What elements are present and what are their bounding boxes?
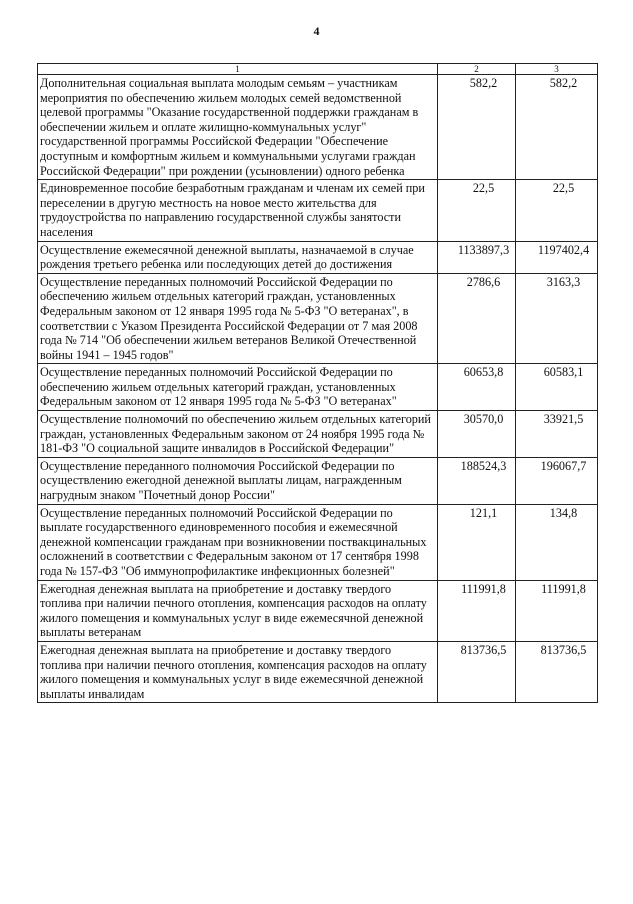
table-row <box>38 457 598 504</box>
row-value-col3-text: 582,2 <box>549 76 578 90</box>
row-value-col3-text: 134,8 <box>549 505 578 520</box>
row-value-col2 <box>438 504 516 580</box>
row-value-col2 <box>438 364 516 411</box>
row-value-col3-text: 196067,7 <box>540 458 587 473</box>
row-value-col2-text: 582,2 <box>469 76 498 90</box>
row-value-col2-text: 188524,3 <box>460 458 507 473</box>
row-value-col3-text: 111991,8 <box>541 581 586 596</box>
row-value-col2 <box>438 641 516 702</box>
row-value-col2-text: 1133897,3 <box>457 242 510 257</box>
row-value-col3-text: 813736,5 <box>540 642 587 657</box>
row-value-col3-text: 60583,1 <box>543 365 584 380</box>
table-row <box>38 241 598 273</box>
row-value-col3-text: 1197402,4 <box>537 242 590 257</box>
row-value-col2-text: 2786,6 <box>466 274 501 289</box>
row-value-col3-text: 22,5 <box>552 181 575 196</box>
row-value-col3 <box>516 641 598 702</box>
row-value-col3-text: 3163,3 <box>546 274 581 289</box>
table-row <box>38 641 598 702</box>
row-value-col3 <box>516 241 598 273</box>
row-value-col2-text: 30570,0 <box>463 412 504 427</box>
row-name: Осуществление переданных полномочий Российской Федерации по обеспечению жильем отдельных категорий граждан, установленных Федеральным законом от 12 января 1995 года № 5-ФЗ "О ветеранах", в соответствии с Указом Президента Российской Федерации от 7 мая 2008 года № 714 "Об обеспечении жильем ветеранов Великой Отечественной войны 1941 – 1945 годов" <box>38 273 438 364</box>
row-name: Осуществление полномочий по обеспечению жильем отдельных категорий граждан, установленных Федеральным законом от 24 ноября 1995 года № 181-ФЗ "О социальной защите инвалидов в Российской Федерации" <box>38 411 438 458</box>
row-name: Осуществление переданных полномочий Российской Федерации по выплате государственного единовременного пособия и ежемесячной денежной компенсации гражданам при возникновении поствакцинальных осложнений в соответствии с Федеральным законом от 17 сентября 1998 года № 157-ФЗ "Об иммунопрофилактике инфекционных болезней" <box>38 504 438 580</box>
row-value-col3 <box>516 504 598 580</box>
row-value-col2-text: 111991,8 <box>461 581 506 596</box>
row-value-col3 <box>516 75 598 180</box>
page-number: 4 <box>313 24 320 38</box>
row-value-col3 <box>516 180 598 241</box>
row-name: Осуществление переданных полномочий Российской Федерации по обеспечению жильем отдельных категорий граждан, установленных Федеральным законом от 12 января 1995 года № 5-ФЗ "О ветеранах" <box>38 364 438 411</box>
row-value-col3 <box>516 411 598 458</box>
budget-table <box>37 63 598 703</box>
row-value-col3 <box>516 273 598 364</box>
row-name: Осуществление переданного полномочия Российской Федерации по осуществлению ежегодной денежной выплаты лицам, награжденным нагрудным знаком "Почетный донор России" <box>38 457 438 504</box>
row-value-col2-text: 22,5 <box>472 181 495 196</box>
table-row <box>38 411 598 458</box>
table-row <box>38 273 598 364</box>
row-value-col2-text: 121,1 <box>469 505 498 520</box>
row-value-col2 <box>438 580 516 641</box>
table-row <box>38 180 598 241</box>
row-name: Ежегодная денежная выплата на приобретение и доставку твердого топлива при наличии печного отопления, компенсация расходов на оплату жилого помещения и коммунальных услуг в виде ежемесячной денежной выплаты ветеранам <box>38 580 438 641</box>
row-name: Дополнительная социальная выплата молодым семьям – участникам мероприятия по обеспечению жильем молодых семей ведомственной целевой программы "Оказание государственной поддержки гражданам в обеспечении жильем и оплате жилищно-коммунальных услуг" государственной программы Российской Федерации "Обеспечение доступным и комфортным жильем и коммунальными услугами граждан Российской Федерации" при рождении (усыновлении) одного ребенка <box>38 75 438 180</box>
column-header-3: 3 <box>516 64 598 75</box>
row-value-col3-text: 33921,5 <box>543 412 584 427</box>
row-value-col2 <box>438 273 516 364</box>
table-row <box>38 364 598 411</box>
table-row <box>38 580 598 641</box>
table-row <box>38 504 598 580</box>
row-value-col2 <box>438 241 516 273</box>
table-row <box>38 75 598 180</box>
column-header-1: 1 <box>38 64 438 75</box>
row-value-col3 <box>516 457 598 504</box>
row-value-col2 <box>438 75 516 180</box>
row-name: Осуществление ежемесячной денежной выплаты, назначаемой в случае рождения третьего ребенка или последующих детей до достижения <box>38 241 438 273</box>
column-header-2: 2 <box>438 64 516 75</box>
row-value-col2 <box>438 180 516 241</box>
row-name: Ежегодная денежная выплата на приобретение и доставку твердого топлива при наличии печного отопления, компенсация расходов на оплату жилого помещения и коммунальных услуг в виде ежемесячной денежной выплаты инвалидам <box>38 641 438 702</box>
row-name: Единовременное пособие безработным гражданам и членам их семей при переселении в другую местность на новое место жительства для трудоустройства по направлению государственной службы занятости населения <box>38 180 438 241</box>
row-value-col2 <box>438 457 516 504</box>
table-header-row <box>38 64 598 75</box>
row-value-col2-text: 813736,5 <box>460 642 507 657</box>
row-value-col2 <box>438 411 516 458</box>
row-value-col3 <box>516 580 598 641</box>
row-value-col2-text: 60653,8 <box>463 365 504 380</box>
row-value-col3 <box>516 364 598 411</box>
